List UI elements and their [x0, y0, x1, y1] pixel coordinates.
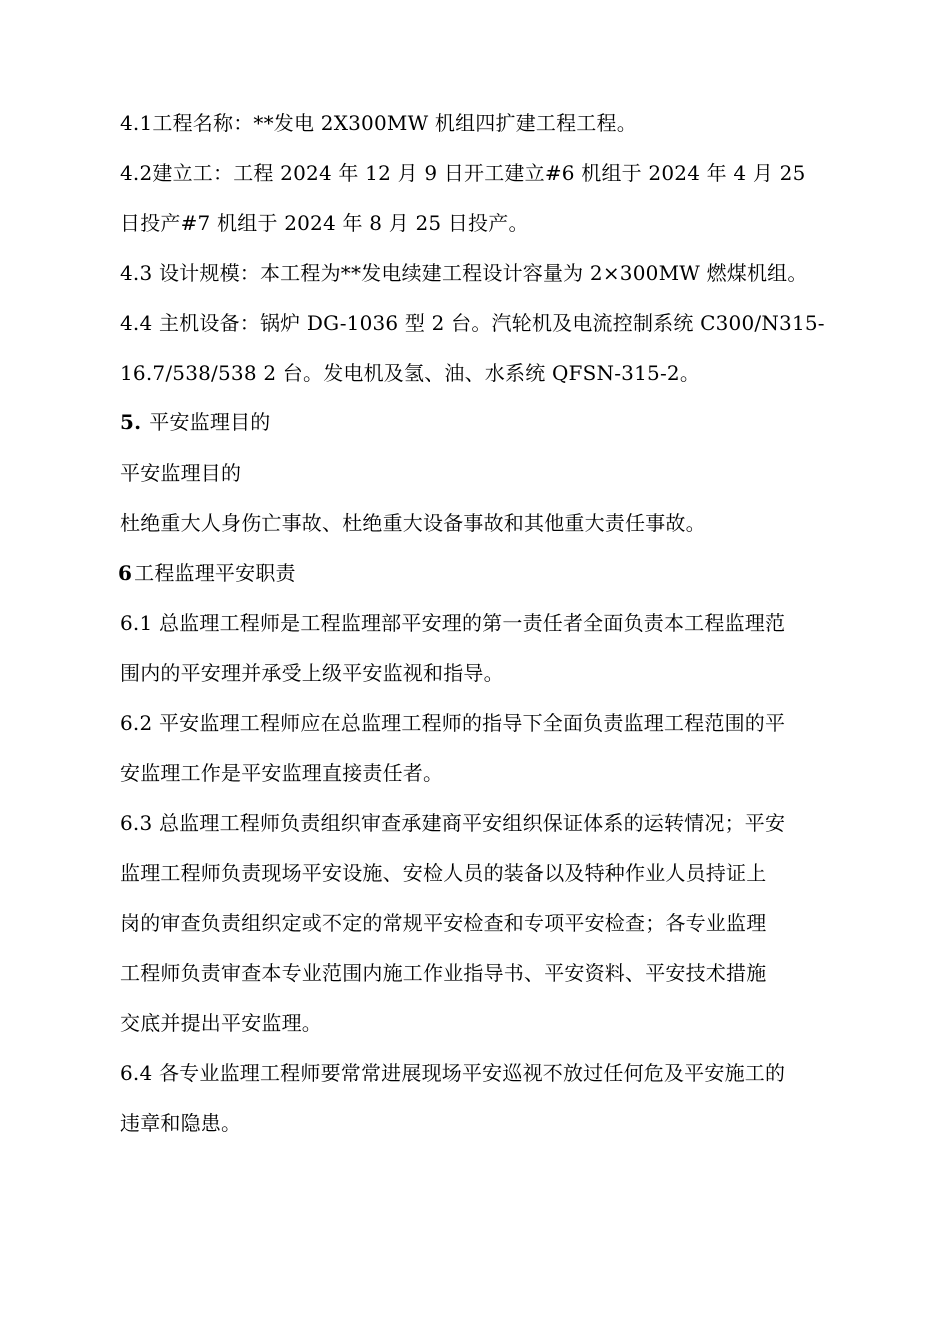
paragraph-6-1-line-1: 6.1 总监理工程师是工程监理部平安理的第一责任者全面负责本工程监理范: [120, 611, 786, 635]
paragraph-6-2-line-1: 6.2 平安监理工程师应在总监理工程师的指导下全面负责监理工程范围的平: [120, 711, 786, 735]
paragraph-safety-purpose: 杜绝重大人身伤亡事故、杜绝重大设备事故和其他重大责任事故。: [120, 511, 706, 535]
paragraph-4-3: 4.3 设计规模：本工程为**发电续建工程设计容量为 2×300MW 燃煤机组。: [120, 261, 808, 285]
paragraph-6-3-line-3: 岗的审查负责组织定或不定的常规平安检查和专项平安检查；各专业监理: [120, 911, 767, 935]
paragraph-6-4-line-1: 6.4 各专业监理工程师要常常进展现场平安巡视不放过任何危及平安施工的: [120, 1061, 786, 1085]
paragraph-6-3-line-4: 工程师负责审查本专业范围内施工作业指导书、平安资料、平安技术措施: [120, 961, 767, 985]
paragraph-4-4-line-2: 16.7/538/538 2 台。发电机及氢、油、水系统 QFSN-315-2。: [120, 361, 701, 385]
section-heading-5: [120, 409, 270, 435]
paragraph-6-2-line-2: 安监理工作是平安监理直接责任者。: [120, 761, 444, 785]
paragraph-6-3-line-5: 交底并提出平安监理。: [120, 1011, 322, 1035]
section-number-5: 5.: [120, 410, 142, 434]
section-number-6: 6: [118, 561, 133, 585]
paragraph-6-1-line-2: 围内的平安理并承受上级平安监视和指导。: [120, 661, 504, 685]
subheading-safety-purpose: 平安监理目的: [120, 461, 242, 485]
paragraph-4-1: 4.1工程名称：**发电 2X300MW 机组四扩建工程工程。: [120, 111, 637, 135]
section-title-5: 平安监理目的: [149, 410, 271, 434]
section-title-6: 工程监理平安职责: [134, 561, 296, 585]
paragraph-6-3-line-1: 6.3 总监理工程师负责组织审查承建商平安组织保证体系的运转情况；平安: [120, 811, 786, 835]
paragraph-6-4-line-2: 违章和隐患。: [120, 1111, 242, 1135]
paragraph-4-4-line-1: 4.4 主机设备：锅炉 DG-1036 型 2 台。汽轮机及电流控制系统 C300/N315-: [120, 311, 825, 335]
paragraph-6-3-line-2: 监理工程师负责现场平安设施、安检人员的装备以及特种作业人员持证上: [120, 861, 767, 885]
paragraph-4-2-line-2: 日投产#7 机组于 2024 年 8 月 25 日投产。: [120, 211, 529, 235]
paragraph-4-2-line-1: 4.2建立工：工程 2024 年 12 月 9 日开工建立#6 机组于 2024 年 4 月 25: [120, 161, 806, 185]
section-heading-6: [118, 560, 296, 586]
